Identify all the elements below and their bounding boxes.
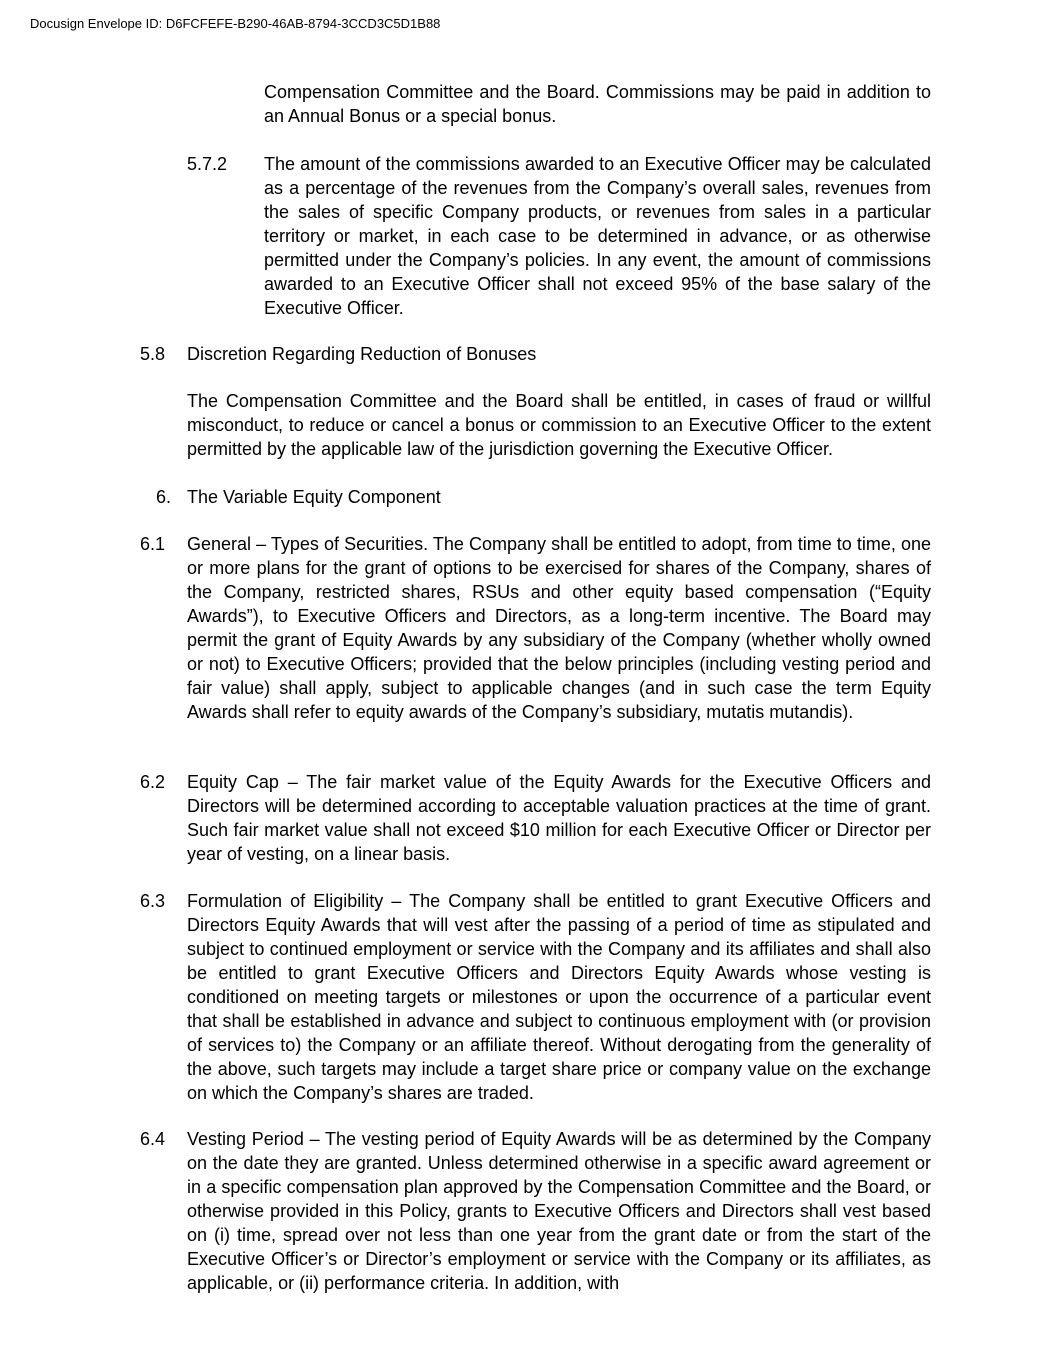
section-6-1-text: General – Types of Securities. The Company shall be entitled to adopt, from time to time, one or more plans for the grant of options to be exercised for shares of the Company, shares of the Company, restricted shares, RSUs and other equity based compensation (“Equity Awards”), to Executive Officers and Directors, as a long-term incentive. The Board may permit the grant of Equity Awards by any subsidiary of the Company (whether wholly owned or not) to Executive Officers; provided that the below principles (including vesting period and fair value) shall apply, subject to applicable changes (and in such case the term Equity Awards shall refer to equity awards of the Company’s subsidiary, mutatis mutandis). <box>187 534 931 722</box>
section-5-7-2-text: The amount of the commissions awarded to an Executive Officer may be calculated as a percentage of the revenues from the Company’s overall sales, revenues from the sales of specific Company products, or revenues from sales in a particular territory or market, in each case to be determined in advance, or as otherwise permitted under the Company’s policies. In any event, the amount of commissions awarded to an Executive Officer shall not exceed 95% of the base salary of the Executive Officer. <box>264 154 931 318</box>
section-number-5-8: 5.8 <box>140 344 166 364</box>
section-number-5-7-2: 5.7.2 <box>187 154 228 174</box>
section-number-6-3: 6.3 <box>140 891 166 911</box>
section-number-6-4: 6.4 <box>140 1129 166 1149</box>
section-6-title: The Variable Equity Component <box>187 487 441 507</box>
section-5-8-title: Discretion Regarding Reduction of Bonuses <box>187 344 537 364</box>
section-5-8-text: The Compensation Committee and the Board shall be entitled, in cases of fraud or willful misconduct, to reduce or cancel a bonus or commission to an Executive Officer to the extent permitted by the applicable law of the jurisdiction governing the Executive Officer. <box>187 391 931 459</box>
section-number-6: 6. <box>156 487 172 507</box>
section-6-2-text: Equity Cap – The fair market value of the Equity Awards for the Executive Officers and Directors will be determined according to acceptable valuation practices at the time of grant. Such fair market value shall not exceed $10 million for each Executive Officer or Director per year of vesting, on a linear basis. <box>187 772 931 864</box>
section-6-4-text: Vesting Period – The vesting period of Equity Awards will be as determined by the Company on the date they are granted. Unless determined otherwise in a specific award agreement or in a specific compensation plan approved by the Compensation Committee and the Board, or otherwise provided in this Policy, grants to Executive Officers and Directors shall vest based on (i) time, spread over not less than one year from the grant date or from the start of the Executive Officer’s or Director’s employment or service with the Company or its affiliates, as applicable, or (ii) performance criteria. In addition, with <box>187 1129 931 1293</box>
section-6-3-text: Formulation of Eligibility – The Company shall be entitled to grant Executive Officers and Directors Equity Awards that will vest after the passing of a period of time as stipulated and subject to continued employment or service with the Company and its affiliates and shall also be entitled to grant Executive Officers and Directors Equity Awards whose vesting is conditioned on meeting targets or milestones or upon the occurrence of a particular event that shall be established in advance and subject to continuous employment with (or provision of services to) the Company or an affiliate thereof. Without derogating from the generality of the above, such targets may include a target share price or company value on the exchange on which the Company’s shares are traded. <box>187 891 931 1103</box>
section-number-6-2: 6.2 <box>140 772 166 792</box>
envelope-id: Docusign Envelope ID: D6FCFEFE-B290-46AB-8794-3CCD3C5D1B88 <box>30 16 441 31</box>
section-number-6-1: 6.1 <box>140 534 166 554</box>
continued-paragraph: Compensation Committee and the Board. Commissions may be paid in addition to an Annual Bonus or a special bonus. <box>264 82 931 126</box>
